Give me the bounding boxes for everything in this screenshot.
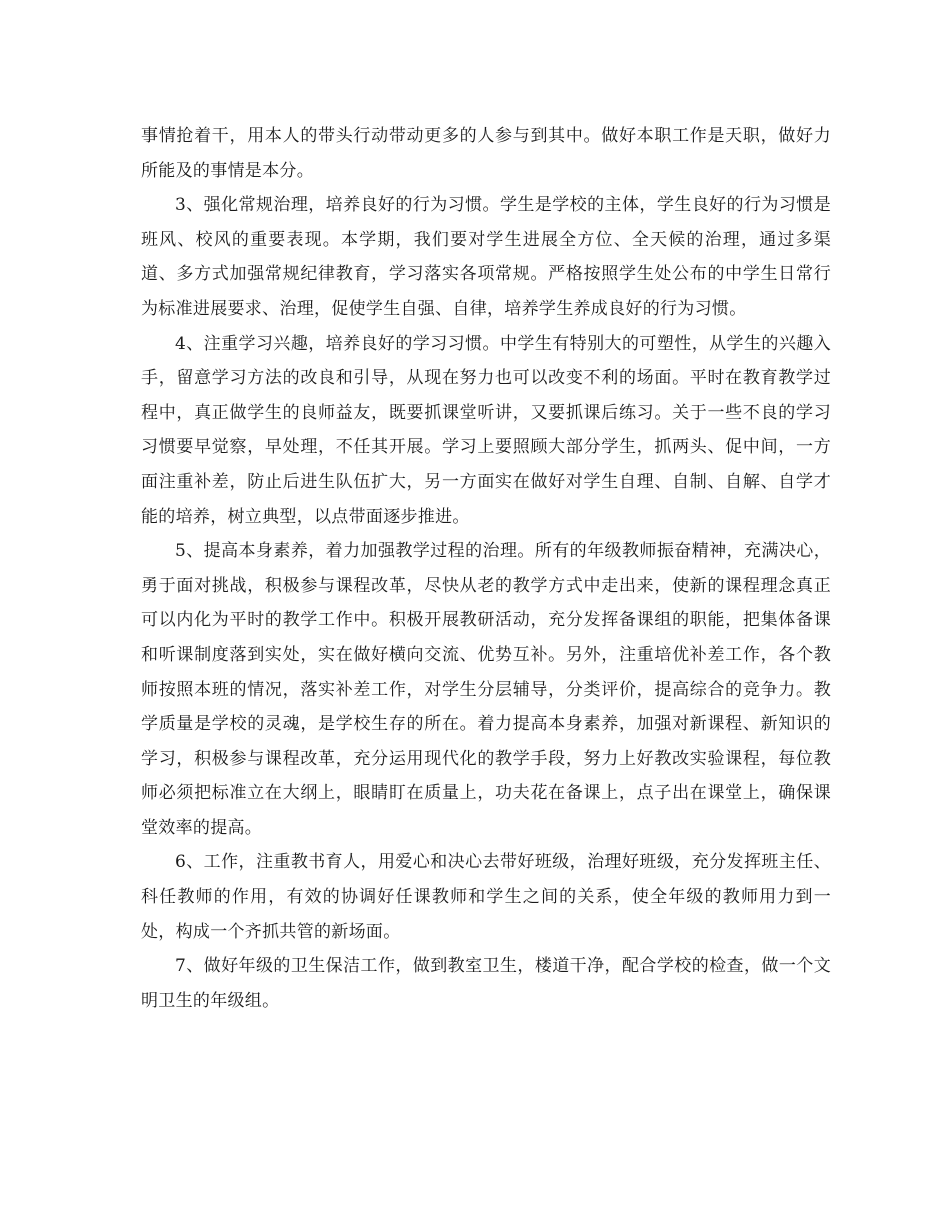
paragraph-item-3: 3、强化常规治理，培养良好的行为习惯。学生是学校的主体，学生良好的行为习惯是班风、校风的重要表现。本学期，我们要对学生进展全方位、全天候的治理，通过多渠道、多方式加强常规纪律教育，学习落实各项常规。严格按照学生处公布的中学生日常行为标准进展要求、治理，促使学生自强、自律，培养学生养成良好的行为习惯。 (141, 195, 831, 319)
paragraph-item-7: 7、做好年级的卫生保洁工作，做到教室卫生，楼道干净，配合学校的检查，做一个文明卫生的年级组。 (141, 956, 831, 1011)
paragraph-continuation: 事情抢着干，用本人的带头行动带动更多的人参与到其中。做好本职工作是天职，做好力所能及的事情是本分。 (141, 126, 831, 181)
paragraph-item-5: 5、提高本身素养，着力加强教学过程的治理。所有的年级教师振奋精神，充满决心，勇于面对挑战，积极参与课程改革，尽快从老的教学方式中走出来，使新的课程理念真正可以内化为平时的教学工作中。积极开展教研活动，充分发挥备课组的职能，把集体备课和听课制度落到实处，实在做好横向交流、优势互补。另外，注重培优补差工作，各个教师按照本班的情况，落实补差工作，对学生分层辅导，分类评价，提高综合的竞争力。教学质量是学校的灵魂，是学校生存的所在。着力提高本身素养，加强对新课程、新知识的学习，积极参与课程改革，充分运用现代化的教学手段，努力上好教改实验课程，每位教师必须把标准立在大纲上，眼睛盯在质量上，功夫花在备课上，点子出在课堂上，确保课堂效率的提高。 (141, 541, 831, 838)
document-body (141, 119, 831, 1018)
paragraph-item-6: 6、工作，注重教书育人，用爱心和决心去带好班级，治理好班级，充分发挥班主任、科任教师的作用，有效的协调好任课教师和学生之间的关系，使全年级的教师用力到一处，构成一个齐抓共管的新场面。 (141, 852, 831, 942)
paragraph-item-4: 4、注重学习兴趣，培养良好的学习习惯。中学生有特别大的可塑性，从学生的兴趣入手，留意学习方法的改良和引导，从现在努力也可以改变不利的场面。平时在教育教学过程中，真正做学生的良师益友，既要抓课堂听讲，又要抓课后练习。关于一些不良的学习习惯要早觉察，早处理，不任其开展。学习上要照顾大部分学生，抓两头、促中间，一方面注重补差，防止后进生队伍扩大，另一方面实在做好对学生自理、自制、自解、自学才能的培养，树立典型，以点带面逐步推进。 (141, 333, 831, 527)
